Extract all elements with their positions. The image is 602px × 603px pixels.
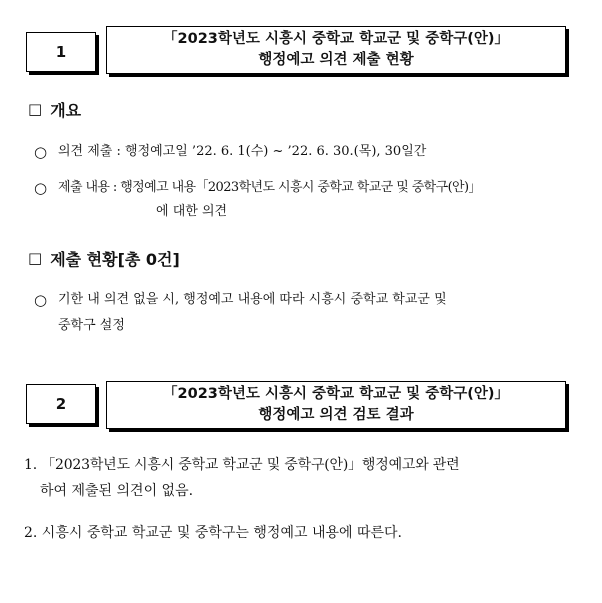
status-item-note-cont: 중학구 설정 bbox=[58, 318, 125, 333]
status-heading bbox=[28, 245, 180, 271]
overview-item-submission-content-cont: 에 대한 의견 bbox=[156, 204, 228, 219]
section-1-number-box bbox=[26, 32, 96, 72]
overview-item-submission-period: 의견 제출 : 행정예고일 ’22. 6. 1(수) ~ ’22. 6. 30.(목), 30일간 bbox=[58, 144, 427, 159]
section-1-title-box bbox=[106, 26, 566, 74]
section-2-number-box bbox=[26, 384, 96, 424]
section-2-number: 2 bbox=[55, 395, 67, 413]
circle-bullet-icon: ○ bbox=[34, 291, 48, 309]
status-item-note: 기한 내 의견 없을 시, 행정예고 내용에 따라 시흥시 중학교 학교군 및 bbox=[58, 292, 447, 307]
section-2-title-box bbox=[106, 381, 566, 429]
result-item-1: 1. 「2023학년도 시흥시 중학교 학교군 및 중학구(안)」행정예고와 관련 bbox=[24, 457, 460, 473]
section-1-number: 1 bbox=[55, 43, 67, 61]
section-2-title-line2: 행정예고 의견 검토 결과 bbox=[258, 407, 414, 423]
result-item-1-cont: 하여 제출된 의견이 없음. bbox=[40, 483, 194, 499]
overview-item-submission-content: 제출 내용 : 행정예고 내용「2023학년도 시흥시 중학교 학교군 및 중학구(안)」 bbox=[58, 180, 481, 195]
section-2-title-line1: 「2023학년도 시흥시 중학교 학교군 및 중학구(안)」 bbox=[163, 386, 509, 402]
square-bullet-icon: □ bbox=[28, 249, 43, 267]
circle-bullet-icon: ○ bbox=[34, 179, 48, 197]
section-1-title-line1: 「2023학년도 시흥시 중학교 학교군 및 중학구(안)」 bbox=[163, 31, 509, 47]
circle-bullet-icon: ○ bbox=[34, 143, 48, 161]
status-heading-text: 제출 현황[총 0건] bbox=[50, 249, 180, 269]
overview-heading bbox=[28, 96, 81, 122]
square-bullet-icon: □ bbox=[28, 100, 43, 118]
result-item-2: 2. 시흥시 중학교 학교군 및 중학구는 행정예고 내용에 따른다. bbox=[24, 525, 402, 541]
overview-heading-text: 개요 bbox=[50, 100, 82, 120]
section-1-title-line2: 행정예고 의견 제출 현황 bbox=[258, 52, 414, 68]
